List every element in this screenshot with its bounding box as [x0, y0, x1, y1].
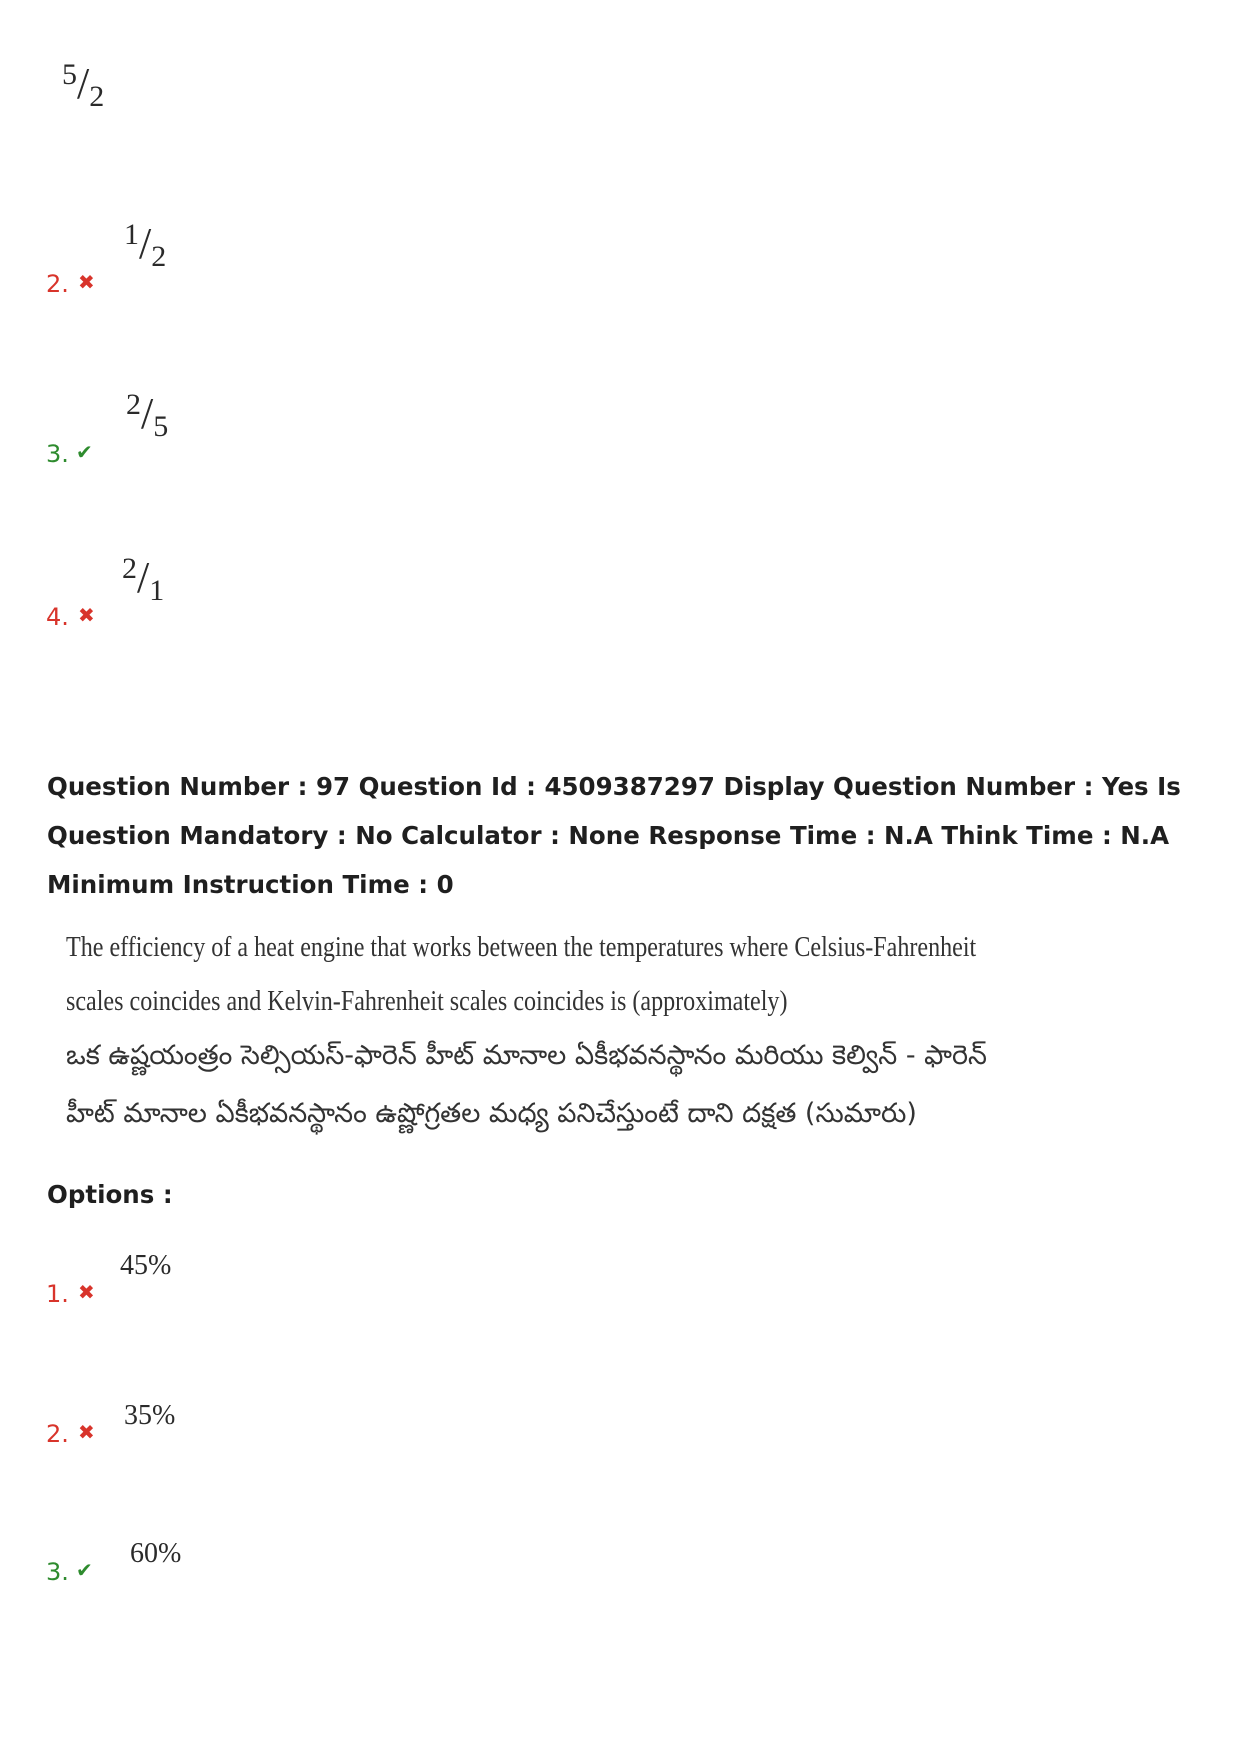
prev-option-3-value [126, 388, 169, 443]
option-2-text: 35% [124, 1400, 176, 1431]
fraction-slash: / [77, 59, 90, 108]
question-text-telugu-line-1: ఒక ఉష్ణయంత్రం సెల్సియస్-ఫారెన్ హీట్ మానాల ఏకీభవనస్థానం మరియు కెల్విన్ - ఫారెన్ [66, 1040, 987, 1071]
fraction-denominator: 2 [89, 80, 105, 113]
question-text-telugu-line-2: హీట్ మానాల ఏకీభవనస్థానం ఉష్ణోగ్రతల మధ్య పనిచేస్తుంటే దాని దక్షత (సుమారు) [66, 1098, 917, 1129]
fraction-denominator: 2 [151, 240, 167, 273]
option-1-text: 45% [120, 1250, 172, 1281]
options-heading: Options : [47, 1180, 173, 1209]
fraction-slash: / [137, 553, 150, 602]
prev-option-4-value [122, 552, 165, 607]
option-3-number: 3. [46, 1558, 69, 1586]
fraction-numerator: 1 [124, 218, 139, 251]
fraction-denominator: 1 [149, 574, 165, 607]
option-3-text: 60% [130, 1538, 182, 1569]
wrong-mark-icon: ✖ [78, 1280, 95, 1304]
fraction-slash: / [139, 219, 152, 268]
wrong-mark-icon: ✖ [78, 270, 95, 294]
prev-option-4-number: 4. [46, 603, 69, 631]
question-text-english-line-2: scales coincides and Kelvin-Fahrenheit scales coincides is (approximately) [66, 986, 788, 1017]
fraction-slash: / [141, 389, 154, 438]
fraction-numerator: 2 [122, 552, 137, 585]
option-1-number: 1. [46, 1280, 69, 1308]
wrong-mark-icon: ✖ [78, 1420, 95, 1444]
prev-option-3-number: 3. [46, 440, 69, 468]
check-mark-icon: ✔ [76, 1558, 93, 1582]
question-text-english-line-1: The efficiency of a heat engine that works between the temperatures where Celsius-Fahrenheit [66, 932, 977, 963]
option-2-number: 2. [46, 1420, 69, 1448]
prev-option-1-value [62, 58, 105, 113]
wrong-mark-icon: ✖ [78, 603, 95, 627]
check-mark-icon: ✔ [76, 440, 93, 464]
prev-option-2-value [124, 218, 167, 273]
fraction-numerator: 5 [62, 58, 77, 91]
question-metadata: Question Number : 97 Question Id : 4509387297 Display Question Number : Yes Is Question Mandatory : No Calculator : None Response Time : N.A Think Time : N.A Minimum Instruction Time : 0 [47, 772, 1181, 899]
prev-option-2-number: 2. [46, 270, 69, 298]
fraction-denominator: 5 [153, 410, 169, 443]
fraction-numerator: 2 [126, 388, 141, 421]
